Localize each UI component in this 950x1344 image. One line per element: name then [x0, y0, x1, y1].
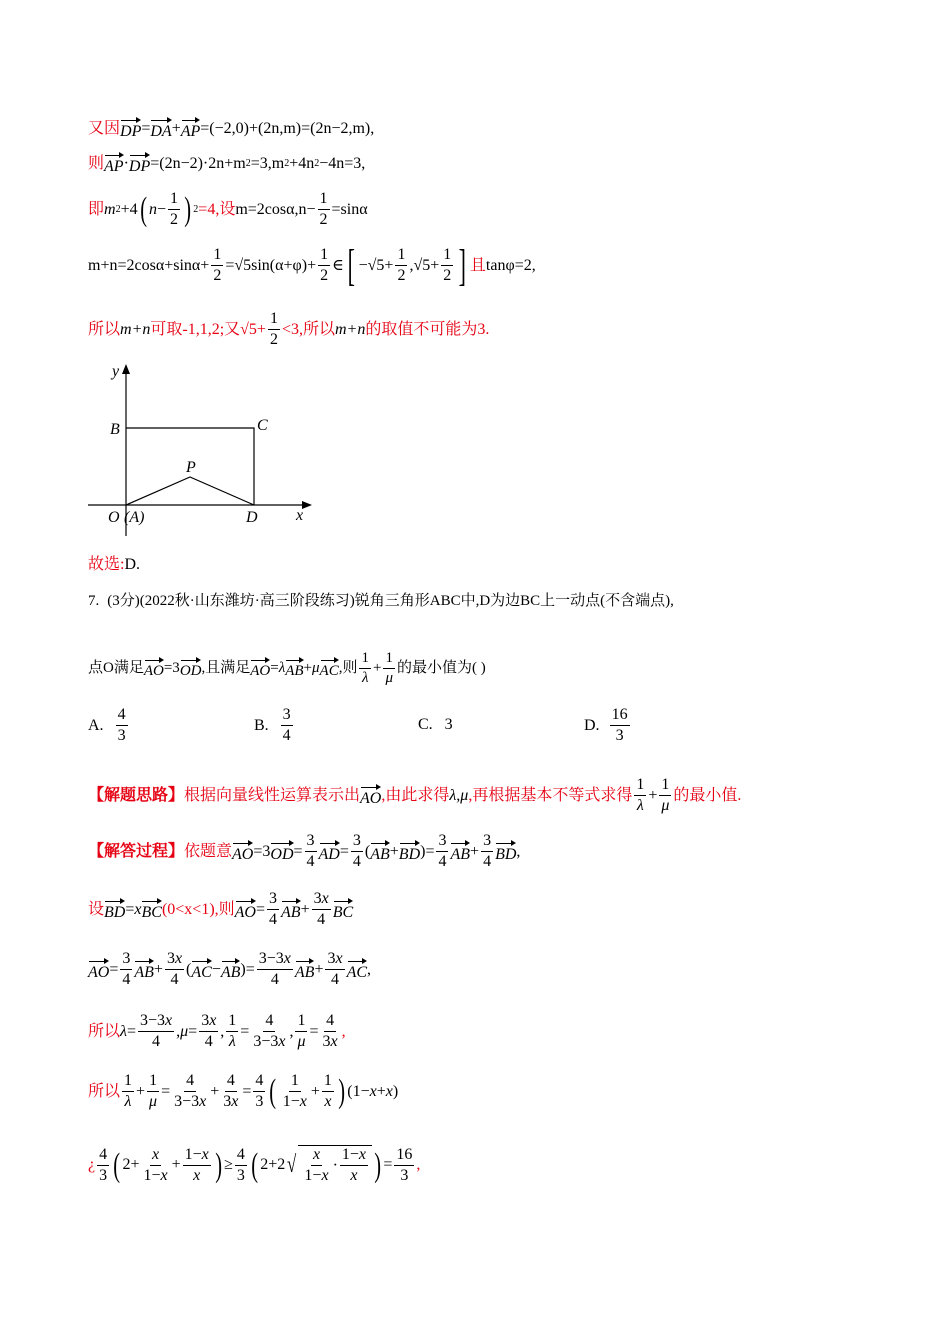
y-axis-arrow — [122, 364, 130, 374]
solution-process-3: AO = $\frac{3}{4}$ AB + $\frac{3x}{4}$ ( AC − AB )= $\frac{3-3x}{4}$ AB + $\frac{3x}{4}$ AC , — [88, 950, 372, 989]
y-label: y — [112, 363, 120, 380]
vector-da: DA — [150, 118, 171, 140]
triangle-apd — [126, 477, 254, 505]
equation: =(−2,0)+(2n,m)=(2n−2,m), — [200, 120, 375, 137]
option-c[interactable]: C. 3 — [418, 716, 453, 733]
vector-ap: AP — [104, 153, 124, 175]
label-b: B — [110, 421, 120, 438]
vector-ap: AP — [181, 118, 201, 140]
label-d: D — [246, 509, 258, 526]
coordinate-figure — [84, 360, 324, 540]
solution-process-6: ¿ $\frac{4}{3}$ ( 2+ $\frac{x}{1-x}$ + $\frac{1-x}{x}$ ) ≥ $\frac{4}{3}$ ( 2+2 √ $\frac{x}{1-x}$ · $\frac{1-x}{x}$ ) = $\frac{16}{3}$ , — [88, 1145, 421, 1185]
label-c: C — [257, 417, 268, 434]
question-7-stem: 点O满足 AO =3 OD ,且满足 AO = λ AB + μ AC ,则 $\frac{1}{\lambda}$ + $\frac{1}{\mu}$ 的最小值为( ) — [88, 650, 486, 687]
solution-line-3: 即 m 2 +4 ( n − $\frac{1}{2}$ ) 2 =4,设 m=2cosα,n− $\frac{1}{2}$ =sinα — [88, 190, 368, 229]
solution-process-4: 所以 λ = $\frac{3-3x}{4}$ , μ = $\frac{3x}{4}$ , $\frac{1}{\lambda}$ = $\frac{4}{3-3x}$ , $\frac{1}{\mu}$ = $\frac{4}{3x}$ , — [88, 1012, 346, 1051]
label-p: P — [186, 459, 196, 476]
solution-line-4: m+n=2cosα+sinα+ $\frac{1}{2}$ =√5sin(α+φ)+ $\frac{1}{2}$ ∈ [ −√5+ $\frac{1}{2}$ ,√5+ $\frac{1}{2}$ ] 且 tanφ=2, — [88, 241, 536, 291]
solution-line-2: 则 AP · DP =(2n−2)·2n+m 2 =3,m 2 +4n 2 −4n=3, — [88, 155, 366, 175]
solution-idea: 【解题思路】 根据向量线性运算表示出 AO ,由此求得 λ,μ ,再根据基本不等式求得 $\frac{1}{\lambda}$ + $\frac{1}{\mu}$ 的最小值. — [88, 776, 742, 815]
x-label: x — [296, 507, 304, 524]
vector-dp: DP — [120, 118, 141, 140]
solution-process-1: 【解答过程】 依题意 AO =3 OD = $\frac{3}{4}$ AD = $\frac{3}{4}$ ( AB + BD )= $\frac{3}{4}$ AB + $\frac{3}{4}$ BD , — [88, 832, 521, 871]
solution-process-5: 所以 $\frac{1}{\lambda}$ + $\frac{1}{\mu}$ = $\frac{4}{3-3x}$ + $\frac{4}{3x}$ = $\frac{4}{3}$ ( $\frac{1}{1-x}$ + $\frac{1}{x}$ ) (1− x + x ) — [88, 1072, 399, 1111]
solution-line-5: 所以 m+n 可取-1,1,2;又√5+ $\frac{1}{2}$ <3,所以 m+n 的取值不可能为3. — [88, 310, 490, 349]
question-7-header: 7. (3分) (2022秋·山东潍坊·高三阶段练习) 锐角三角形ABC中,D为边BC上一动点(不含端点), — [88, 593, 674, 609]
vector-dp: DP — [129, 153, 150, 175]
option-a[interactable]: A. $\frac{4}{3}$ — [88, 706, 126, 745]
answer-line: 故选: D. — [88, 556, 141, 573]
solution-line-1: 又因 DP = DA + AP =(−2,0)+(2n,m)=(2n−2,m), — [88, 120, 375, 140]
option-b[interactable]: B. $\frac{3}{4}$ — [254, 706, 291, 745]
label-a: (A) — [124, 509, 145, 526]
solution-process-2: 设 BD = x BC (0<x<1),则 AO = $\frac{3}{4}$ AB + $\frac{3x}{4}$ BC — [88, 890, 354, 929]
label-o: O — [108, 509, 120, 526]
option-d[interactable]: D. $\frac{16}{3}$ — [584, 706, 628, 745]
x-axis-arrow — [302, 501, 312, 509]
